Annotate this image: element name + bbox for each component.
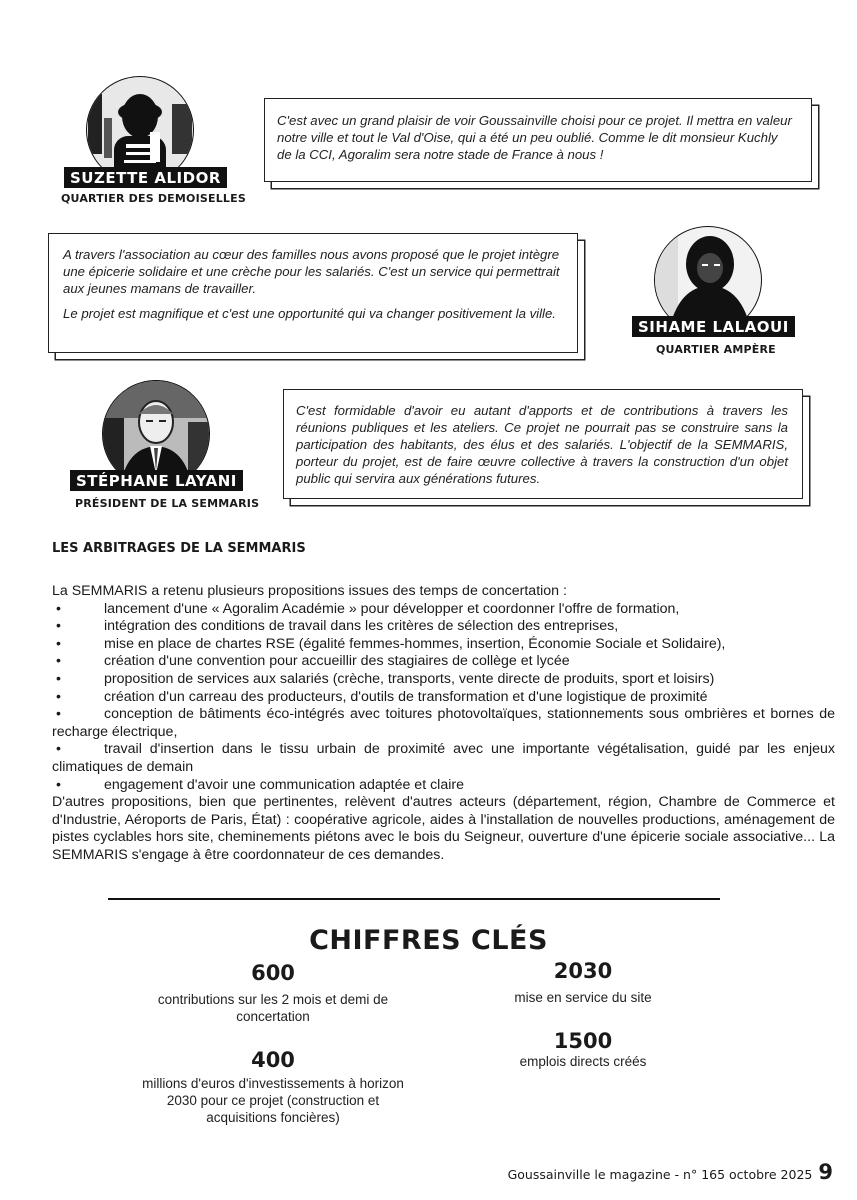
bullet-icon: • — [56, 741, 61, 758]
bullet-icon: • — [56, 635, 61, 652]
list-item: • travail d'insertion dans le tissu urbain de proximité avec une importante végétalisation, guidé par les enjeux climatiques de demain — [52, 741, 835, 775]
list-item: • création d'une convention pour accueillir des stagiaires de collège et lycée — [56, 653, 570, 670]
list-item: • conception de bâtiments éco-intégrés avec toitures photovoltaïques, stationnements sous ombrières et bornes de recharge électrique, — [52, 706, 835, 740]
bullet-icon: • — [56, 688, 61, 705]
list-item: • mise en place de chartes RSE (égalité femmes-hommes, insertion, Économie Sociale et Solidaire), — [56, 635, 726, 652]
bullet-icon: • — [56, 653, 61, 670]
key-figure-mise-en-service — [468, 959, 698, 1006]
key-figure-label: contributions sur les 2 mois et demi de concertation — [157, 992, 389, 1024]
role-stephane-layani: PRÉSIDENT DE LA SEMMARIS — [75, 497, 260, 510]
divider — [108, 898, 720, 900]
page-footer — [508, 1160, 833, 1184]
key-figure-value: 1500 — [553, 1029, 613, 1053]
key-figures-title: CHIFFRES CLÉS — [309, 925, 548, 956]
bullet-icon: • — [56, 618, 61, 635]
list-item: • intégration des conditions de travail dans les critères de sélection des entreprises, — [56, 618, 619, 635]
key-figure-label: millions d'euros d'investissements à horizon 2030 pour ce projet (construction et acquisitions foncières) — [142, 1076, 404, 1125]
key-figure-emplois — [468, 1029, 698, 1070]
quote-text: A travers l'association au cœur des familles nous avons proposé que le projet intègre une épicerie solidaire et une crèche pour les salariés. C'est un service qui permettrait aux jeunes mamans de travailler. — [63, 247, 560, 296]
key-figure-investissements — [118, 1048, 428, 1126]
quote-text: C'est avec un grand plaisir de voir Goussainville choisi pour ce projet. Il mettra en valeur notre ville et tout le Val d'Oise, qui a été un peu oublié. Comme le dit monsieur Kuchly de la CCI, Agoralim sera notre stade de France à nous ! — [277, 113, 792, 162]
key-figure-value: 2030 — [553, 959, 613, 983]
bullet-icon: • — [56, 600, 61, 617]
magazine-info: Goussainville le magazine - n° 165 octobre 2025 — [507, 1167, 813, 1182]
bullet-icon: • — [56, 706, 61, 723]
key-figure-label: mise en service du site — [514, 990, 652, 1005]
name-tag-stephane-layani: STÉPHANE LAYANI — [70, 470, 243, 491]
arbitrages-body — [52, 583, 835, 865]
role-sihame-lalaoui: QUARTIER AMPÈRE — [656, 343, 776, 356]
quote-box-stephane-layani — [283, 389, 803, 499]
list-item: • création d'un carreau des producteurs, d'outils de transformation et d'une logistique de proximité — [56, 688, 708, 705]
key-figure-contributions — [128, 961, 418, 1025]
bullet-icon: • — [56, 670, 61, 687]
list-item: • proposition de services aux salariés (crèche, transports, vente directe de produits, sport et loisirs) — [56, 670, 715, 687]
section-title-arbitrages: LES ARBITRAGES DE LA SEMMARIS — [52, 541, 306, 556]
arbitrages-list — [52, 601, 835, 795]
list-item: • engagement d'avoir une communication adaptée et claire — [56, 776, 464, 793]
name-tag-sihame-lalaoui: SIHAME LALAOUI — [632, 316, 795, 337]
arbitrages-outro: D'autres propositions, bien que pertinentes, relèvent d'autres acteurs (département, région, Chambre de Commerce et d'Industrie, Aéroports de Paris, État) : coopérative agricole, aides à l'installation de nouvelles productions, aménagement de pistes cyclables hors site, cheminements piétons avec le bois du Seigneur, ouverture d'une épicerie sociale associative... La SEMMARIS s'engage à être coordonnateur de ces demandes. — [52, 794, 835, 863]
page-number: 9 — [818, 1160, 833, 1184]
quote-box-sihame-lalaoui — [48, 233, 578, 353]
quote-box-suzette-alidor — [264, 98, 812, 182]
quote-text: C'est formidable d'avoir eu autant d'apports et de contributions à travers les réunions publiques et les ateliers. Ce projet ne pourrait pas se construire sans la participation des habitants, des élus et des salariés. L'objectif de la SEMMARIS, porteur du projet, est de faire œuvre collective à travers la construction d'un objet public qui servira aux générations futures. — [296, 403, 788, 486]
quote-text: Le projet est magnifique et c'est une opportunité qui va changer positivement la ville. — [63, 306, 556, 321]
bullet-icon: • — [56, 776, 61, 793]
name-tag-suzette-alidor: SUZETTE ALIDOR — [64, 167, 227, 188]
arbitrages-intro: La SEMMARIS a retenu plusieurs propositions issues des temps de concertation : — [52, 583, 567, 599]
key-figure-label: emplois directs créés — [519, 1054, 647, 1069]
list-item: • lancement d'une « Agoralim Académie » pour développer et coordonner l'offre de formation, — [56, 600, 680, 617]
role-suzette-alidor: QUARTIER DES DEMOISELLES — [61, 192, 246, 205]
key-figure-value: 600 — [251, 961, 295, 985]
key-figure-value: 400 — [251, 1048, 295, 1072]
